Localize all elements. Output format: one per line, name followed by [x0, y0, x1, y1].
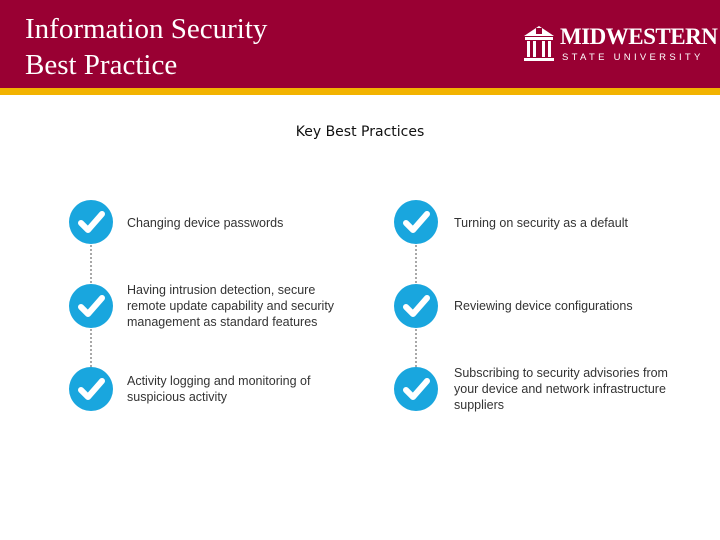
- practice-item-right-3: Subscribing to security advisories from your device and network infrastructure suppliers: [454, 366, 668, 412]
- slide-title: Information Security Best Practice: [25, 13, 268, 81]
- practice-item-left-2: Having intrusion detection, secure remote update capability and security management as standard features: [127, 283, 335, 329]
- slide-subtitle: Key Best Practices: [295, 124, 425, 140]
- checkmark-icon: [69, 367, 113, 411]
- connector-line: [415, 329, 417, 367]
- practice-item-right-2: Reviewing device configurations: [454, 299, 633, 313]
- header-stripe: [0, 88, 720, 95]
- connector-line: [90, 329, 92, 367]
- practice-item-left-1: Changing device passwords: [127, 216, 284, 230]
- midwestern-logo: [522, 22, 718, 70]
- checkmark-icon: [394, 200, 438, 244]
- logo-name: MIDWESTERN: [560, 24, 718, 49]
- slide-header: [0, 0, 720, 88]
- checkmark-icon: [394, 367, 438, 411]
- practice-item-right-1: Turning on security as a default: [454, 216, 628, 230]
- checkmark-icon: [69, 200, 113, 244]
- logo-subtitle: STATE UNIVERSITY: [562, 52, 704, 63]
- checkmark-icon: [69, 284, 113, 328]
- checkmark-icon: [394, 284, 438, 328]
- practice-item-left-3: Activity logging and monitoring of suspicious activity: [127, 374, 311, 404]
- connector-line: [90, 245, 92, 283]
- connector-line: [415, 245, 417, 283]
- university-building-icon: [522, 24, 556, 64]
